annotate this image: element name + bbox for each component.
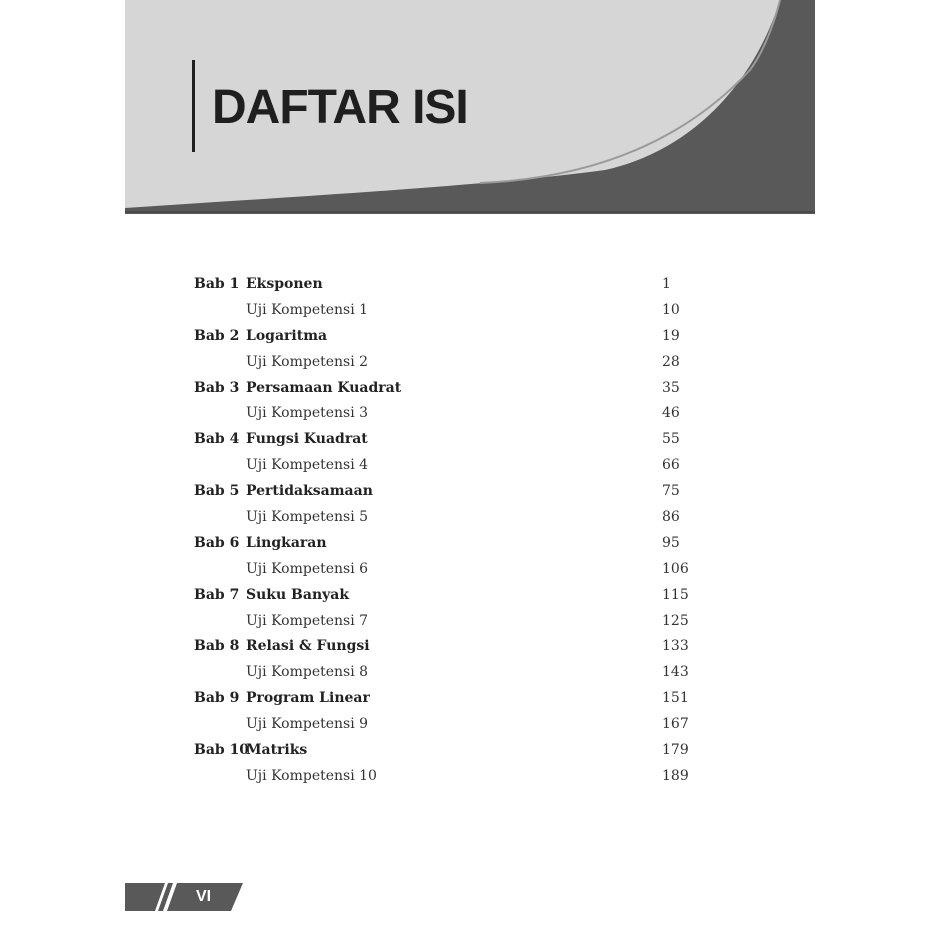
page-number-ref: 133 — [662, 638, 689, 655]
chapter-label: Bab 1 — [194, 276, 240, 292]
toc-sub-row — [194, 453, 714, 479]
page-number-ref: 86 — [662, 509, 680, 526]
exercise-title: Uji Kompetensi 1 — [246, 301, 369, 318]
page-title: DAFTAR ISI — [212, 81, 468, 134]
chapter-label: Bab 2 — [194, 327, 240, 344]
toc-sub-row — [194, 505, 714, 531]
toc-sub-row — [194, 609, 714, 635]
exercise-title: Uji Kompetensi 2 — [246, 353, 369, 370]
page-number-ref: 46 — [662, 405, 680, 422]
page-number-ref: 75 — [662, 483, 680, 500]
page-number: VI — [196, 888, 212, 905]
chapter-label: Bab 10 — [194, 742, 250, 759]
page-number-ref: 179 — [662, 742, 689, 759]
toc-sub-row — [194, 401, 714, 427]
title-accent-bar — [192, 60, 195, 152]
chapter-label: Bab 6 — [194, 534, 240, 551]
toc-chapter-row — [194, 634, 714, 660]
chapter-title: Fungsi Kuadrat — [246, 431, 368, 448]
toc-sub-row — [194, 764, 714, 790]
exercise-title: Uji Kompetensi 4 — [246, 457, 369, 474]
chapter-label: Bab 8 — [194, 638, 240, 655]
chapter-title: Logaritma — [246, 327, 328, 344]
toc-chapter-row — [194, 583, 714, 609]
chapter-title: Lingkaran — [246, 534, 327, 551]
page-number-ref: 151 — [662, 690, 689, 707]
page-number-ref: 55 — [662, 431, 680, 448]
page-number-ref: 19 — [662, 327, 680, 344]
page-number-ref: 10 — [662, 301, 680, 318]
toc-chapter-row — [194, 479, 714, 505]
exercise-title: Uji Kompetensi 5 — [246, 509, 369, 526]
toc-sub-row — [194, 298, 714, 324]
chapter-title: Pertidaksamaan — [246, 483, 373, 500]
toc-sub-row — [194, 712, 714, 738]
folio-tab-graphic — [125, 883, 245, 911]
page-number-ref: 143 — [662, 664, 689, 681]
table-of-contents — [194, 272, 714, 790]
page-number-ref: 106 — [662, 560, 689, 577]
chapter-label: Bab 7 — [194, 586, 240, 603]
chapter-label: Bab 3 — [194, 379, 240, 396]
page-number-ref: 189 — [662, 767, 689, 784]
page-number-ref: 28 — [662, 353, 680, 370]
chapter-label: Bab 5 — [194, 483, 240, 500]
toc-chapter-row — [194, 324, 714, 350]
chapter-title: Matriks — [246, 742, 308, 759]
chapter-label: Bab 9 — [194, 690, 240, 707]
toc-chapter-row — [194, 738, 714, 764]
page-number-ref: 35 — [662, 379, 680, 396]
exercise-title: Uji Kompetensi 10 — [246, 767, 377, 784]
chapter-title: Persamaan Kuadrat — [246, 379, 402, 396]
toc-sub-row — [194, 350, 714, 376]
chapter-title: Suku Banyak — [246, 586, 350, 603]
chapter-label: Bab 4 — [194, 431, 240, 448]
toc-chapter-row — [194, 531, 714, 557]
exercise-title: Uji Kompetensi 7 — [246, 612, 369, 629]
exercise-title: Uji Kompetensi 3 — [246, 405, 369, 422]
toc-chapter-row — [194, 272, 714, 298]
toc-sub-row — [194, 557, 714, 583]
exercise-title: Uji Kompetensi 6 — [246, 560, 369, 577]
toc-chapter-row — [194, 686, 714, 712]
chapter-title: Program Linear — [246, 690, 370, 707]
page-number-ref: 66 — [662, 457, 680, 474]
page-number-ref: 167 — [662, 716, 689, 733]
toc-chapter-row — [194, 376, 714, 402]
chapter-title: Eksponen — [246, 276, 323, 292]
toc-chapter-row — [194, 427, 714, 453]
exercise-title: Uji Kompetensi 8 — [246, 664, 369, 681]
page-number-ref: 95 — [662, 534, 680, 551]
page-number-ref: 1 — [662, 276, 671, 292]
toc-sub-row — [194, 660, 714, 686]
chapter-title: Relasi & Fungsi — [246, 638, 370, 655]
exercise-title: Uji Kompetensi 9 — [246, 716, 369, 733]
page-number-ref: 115 — [662, 586, 689, 603]
page-number-tab — [125, 883, 245, 911]
page-number-ref: 125 — [662, 612, 689, 629]
